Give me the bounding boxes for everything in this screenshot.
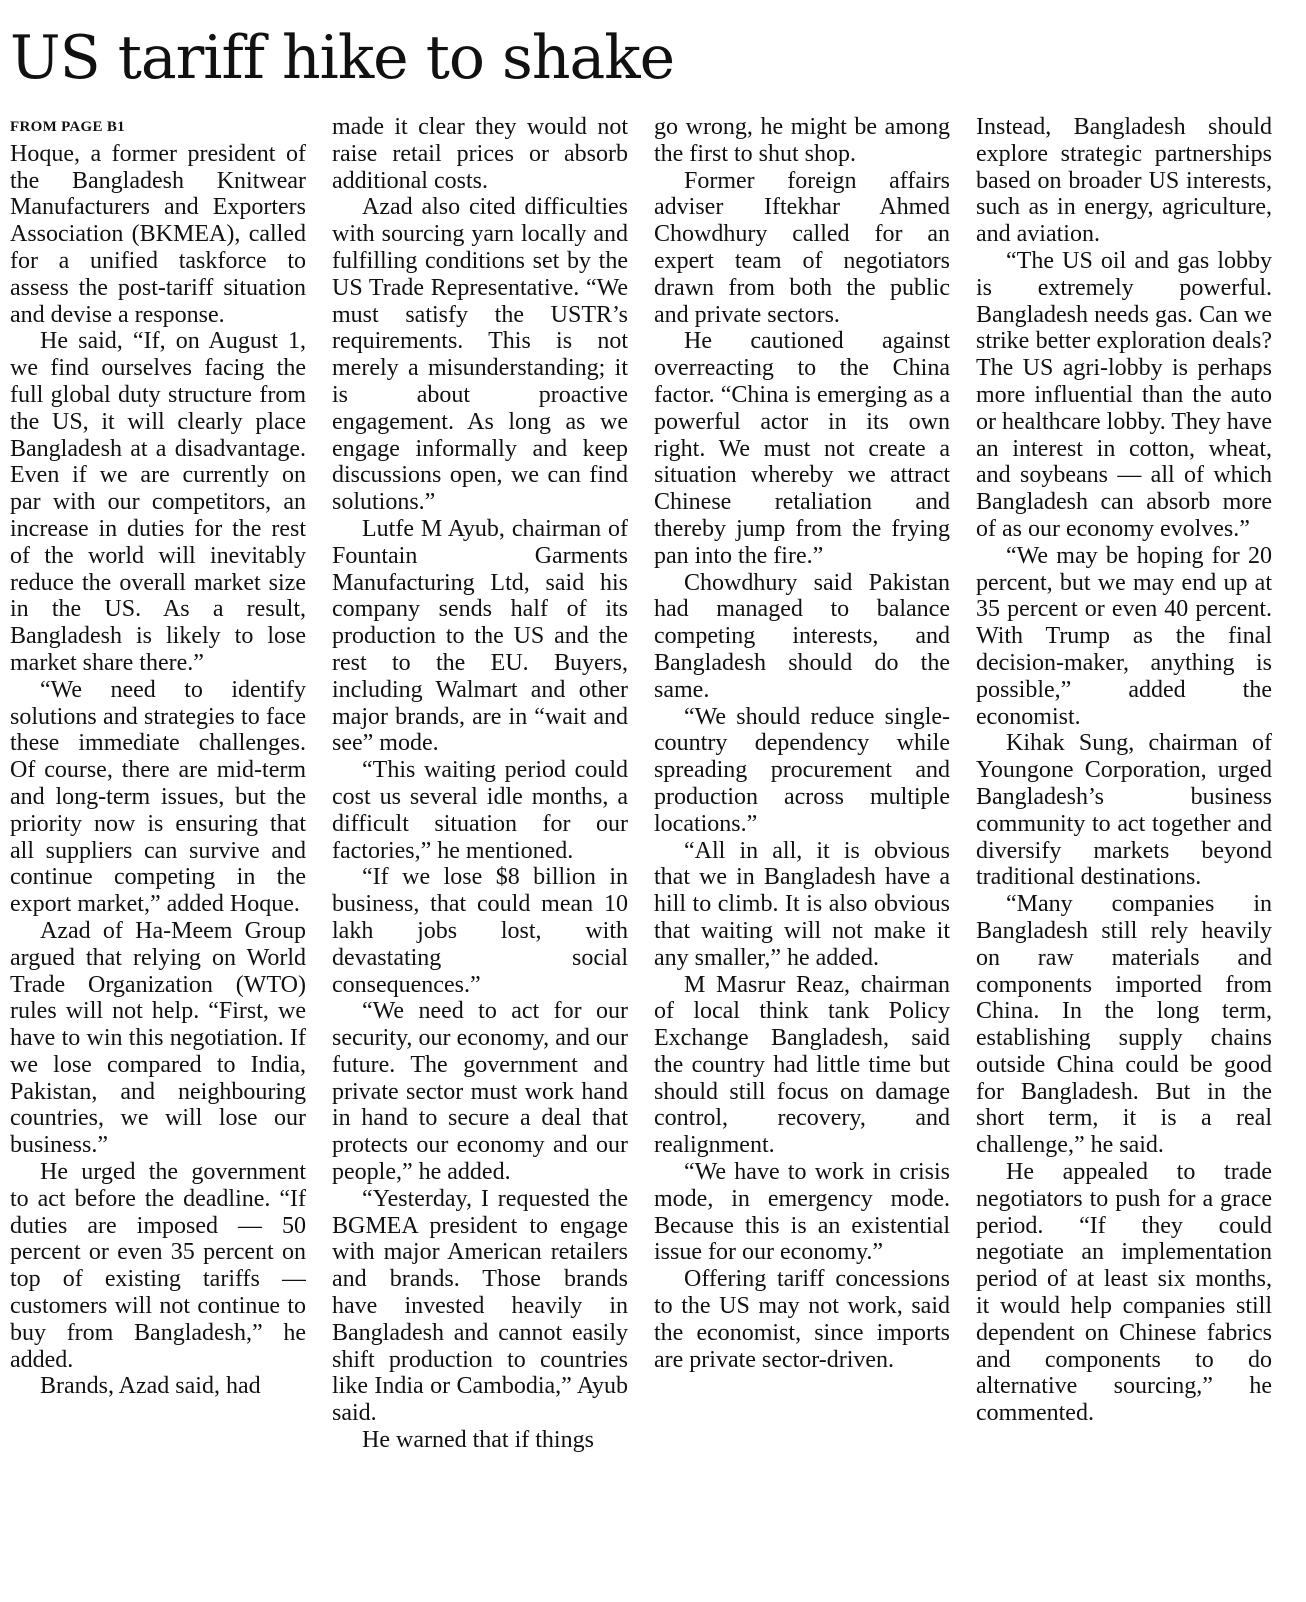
column-2	[332, 114, 628, 1594]
paragraph: “All in all, it is obvious that we in Bangladesh have a hill to climb. It is also obvious that waiting will not make it any smaller,” he added.	[654, 837, 950, 971]
paragraph: “We need to identify solutions and strategies to face these immediate challenges. Of course, there are mid-term and long-term issues, but the priority now is ensuring that all suppliers can survive and continue competing in the export market,” added Hoque.	[10, 676, 306, 918]
paragraph: “We may be hoping for 20 percent, but we may end up at 35 percent or even 40 percent. With Trump as the final decision-maker, anything is possible,” added the economist.	[976, 542, 1272, 730]
headline: US tariff hike to shake	[10, 23, 675, 93]
from-page-kicker: FROM PAGE B1	[10, 119, 125, 135]
paragraph: “This waiting period could cost us several idle months, a difficult situation for our factories,” he mentioned.	[332, 757, 628, 864]
paragraph: Brands, Azad said, had	[40, 1373, 261, 1400]
paragraph: “We need to act for our security, our economy, and our future. The government and private sector must work hand in hand to secure a deal that protects our economy and our people,” he added.	[332, 998, 628, 1186]
paragraph: “We have to work in crisis mode, in emergency mode. Because this is an existential issue for our economy.”	[654, 1159, 950, 1266]
paragraph: Former foreign affairs adviser Iftekhar Ahmed Chowdhury called for an expert team of negotiators drawn from both the public and private sectors.	[654, 167, 950, 328]
article-body	[10, 114, 1295, 1594]
paragraph: He urged the government to act before the deadline. “If duties are imposed — 50 percent or even 35 percent on top of existing tariffs — customers will not continue to buy from Bangladesh,” he added.	[10, 1159, 306, 1373]
paragraph: “We should reduce single-country dependency while spreading procurement and production across multiple locations.”	[654, 703, 950, 837]
paragraph: He cautioned against overreacting to the China factor. “China is emerging as a powerful actor in its own right. We must not create a situation whereby we attract Chinese retaliation and thereby jump from the frying pan into the fire.”	[654, 328, 950, 569]
paragraph: He warned that if things	[362, 1427, 594, 1454]
paragraph: Kihak Sung, chairman of Youngone Corporation, urged Bangladesh’s business community to act together and diversify markets beyond traditional destinations.	[976, 730, 1272, 891]
paragraph: M Masrur Reaz, chairman of local think tank Policy Exchange Bangladesh, said the country had little time but should still focus on damage control, recovery, and realignment.	[654, 971, 950, 1159]
paragraph: Azad of Ha-Meem Group argued that relying on World Trade Organization (WTO) rules will not help. “First, we have to win this negotiation. If we lose compared to India, Pakistan, and neighbouring countries, we will lose our business.”	[10, 917, 306, 1159]
column-3	[654, 114, 950, 1594]
paragraph: Instead, Bangladesh should explore strategic partnerships based on broader US interests, such as in energy, agriculture, and aviation.	[976, 114, 1272, 248]
paragraph: Lutfe M Ayub, chairman of Fountain Garments Manufacturing Ltd, said his company sends half of its production to the US and the rest to the EU. Buyers, including Walmart and other major brands, are in “wait and see” mode.	[332, 515, 628, 757]
paragraph: “Many companies in Bangladesh still rely heavily on raw materials and components imported from China. In the long term, establishing supply chains outside China could be good for Bangladesh. But in the short term, it is a real challenge,” he said.	[976, 891, 1272, 1159]
paragraph: go wrong, he might be among the first to shut shop.	[654, 114, 950, 167]
paragraph: Offering tariff concessions to the US may not work, said the economist, since imports are private sector-driven.	[654, 1266, 950, 1373]
paragraph: “Yesterday, I requested the BGMEA president to engage with major American retailers and brands. Those brands have invested heavily in Bangladesh and cannot easily shift production to countries like India or Cambodia,” Ayub said.	[332, 1185, 628, 1427]
column-1	[10, 114, 306, 1594]
paragraph: He said, “If, on August 1, we find ourselves facing the full global duty structure from the US, it will clearly place Bangladesh at a disadvantage. Even if we are currently on par with our competitors, an increase in duties for the rest of the world will inevitably reduce the overall market size in the US. As a result, Bangladesh is likely to lose market share there.”	[10, 328, 306, 676]
paragraph: “If we lose $8 billion in business, that could mean 10 lakh jobs lost, with devastating social consequences.”	[332, 864, 628, 998]
paragraph: made it clear they would not raise retail prices or absorb additional costs.	[332, 114, 628, 194]
column-4	[976, 114, 1272, 1594]
paragraph: Chowdhury said Pakistan had managed to balance competing interests, and Bangladesh should do the same.	[654, 569, 950, 703]
paragraph: “The US oil and gas lobby is extremely powerful. Bangladesh needs gas. Can we strike better exploration deals? The US agri-lobby is perhaps more influential than the auto or healthcare lobby. They have an interest in cotton, wheat, and soybeans — all of which Bangladesh can absorb more of as our economy evolves.”	[976, 247, 1272, 542]
paragraph: Hoque, a former president of the Bangladesh Knitwear Manufacturers and Exporters Association (BKMEA), called for a unified taskforce to assess the post-tariff situation and devise a response.	[10, 140, 306, 328]
paragraph: Azad also cited difficulties with sourcing yarn locally and fulfilling conditions set by the US Trade Representative. “We must satisfy the USTR’s requirements. This is not merely a misunderstanding; it is about proactive engagement. As long as we engage informally and keep discussions open, we can find solutions.”	[332, 194, 628, 516]
paragraph: He appealed to trade negotiators to push for a grace period. “If they could negotiate an implementation period of at least six months, it would help companies still dependent on Chinese fabrics and components to do alternative sourcing,” he commented.	[976, 1159, 1272, 1427]
